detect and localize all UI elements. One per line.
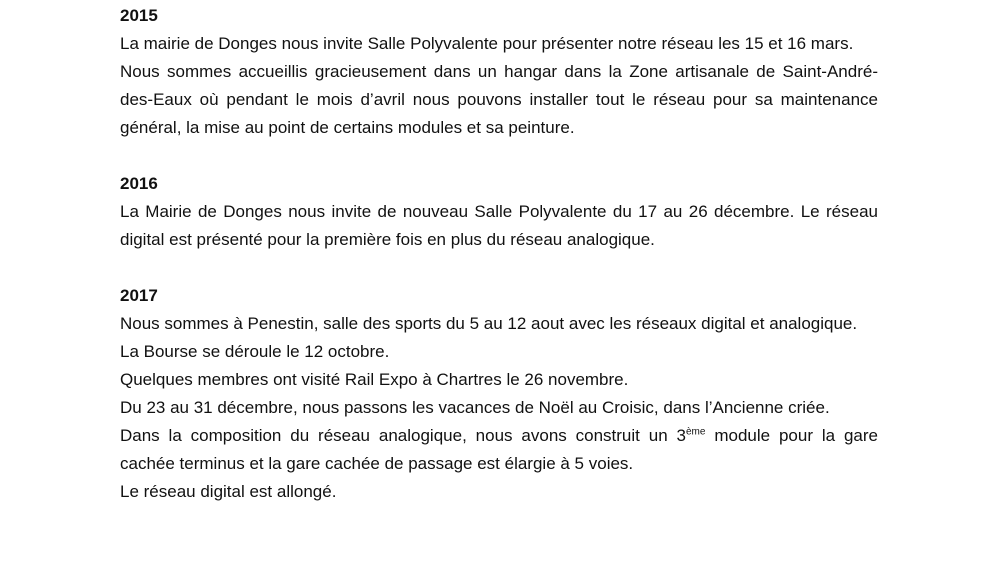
year-heading: 2017	[120, 286, 158, 305]
paragraph: Nous sommes accueillis gracieusement dans un hangar dans la Zone artisanale de Saint-André-des-Eaux où pendant le mois d’avril nous pouvons installer tout le réseau pour sa maintenance général, la mise au point de certains modules et sa peinture.	[120, 62, 878, 137]
paragraph: Le réseau digital est allongé.	[120, 482, 337, 501]
section-2017	[120, 282, 878, 506]
paragraph: Quelques membres ont visité Rail Expo à Chartres le 26 novembre.	[120, 370, 629, 389]
ordinal-superscript: ème	[686, 426, 706, 438]
year-heading: 2015	[120, 6, 158, 25]
paragraph: Nous sommes à Penestin, salle des sports du 5 au 12 aout avec les réseaux digital et analogique.	[120, 314, 858, 333]
paragraph: La Mairie de Donges nous invite de nouveau Salle Polyvalente du 17 au 26 décembre. Le réseau digital est présenté pour la première fois en plus du réseau analogique.	[120, 202, 878, 249]
section-2015	[120, 2, 878, 142]
year-heading: 2016	[120, 174, 158, 193]
document-page	[120, 2, 878, 534]
module-text-after: module pour la gare cachée terminus et la gare cachée de passage est élargie à 5 voies.	[120, 426, 878, 473]
module-text-before: Dans la composition du réseau analogique, nous avons construit un 3	[120, 426, 686, 445]
paragraph: Du 23 au 31 décembre, nous passons les vacances de Noël au Croisic, dans l’Ancienne criée.	[120, 398, 830, 417]
paragraph: La mairie de Donges nous invite Salle Polyvalente pour présenter notre réseau les 15 et 16 mars.	[120, 34, 854, 53]
paragraph: La Bourse se déroule le 12 octobre.	[120, 342, 390, 361]
module-paragraph	[120, 422, 878, 478]
section-2016	[120, 170, 878, 254]
